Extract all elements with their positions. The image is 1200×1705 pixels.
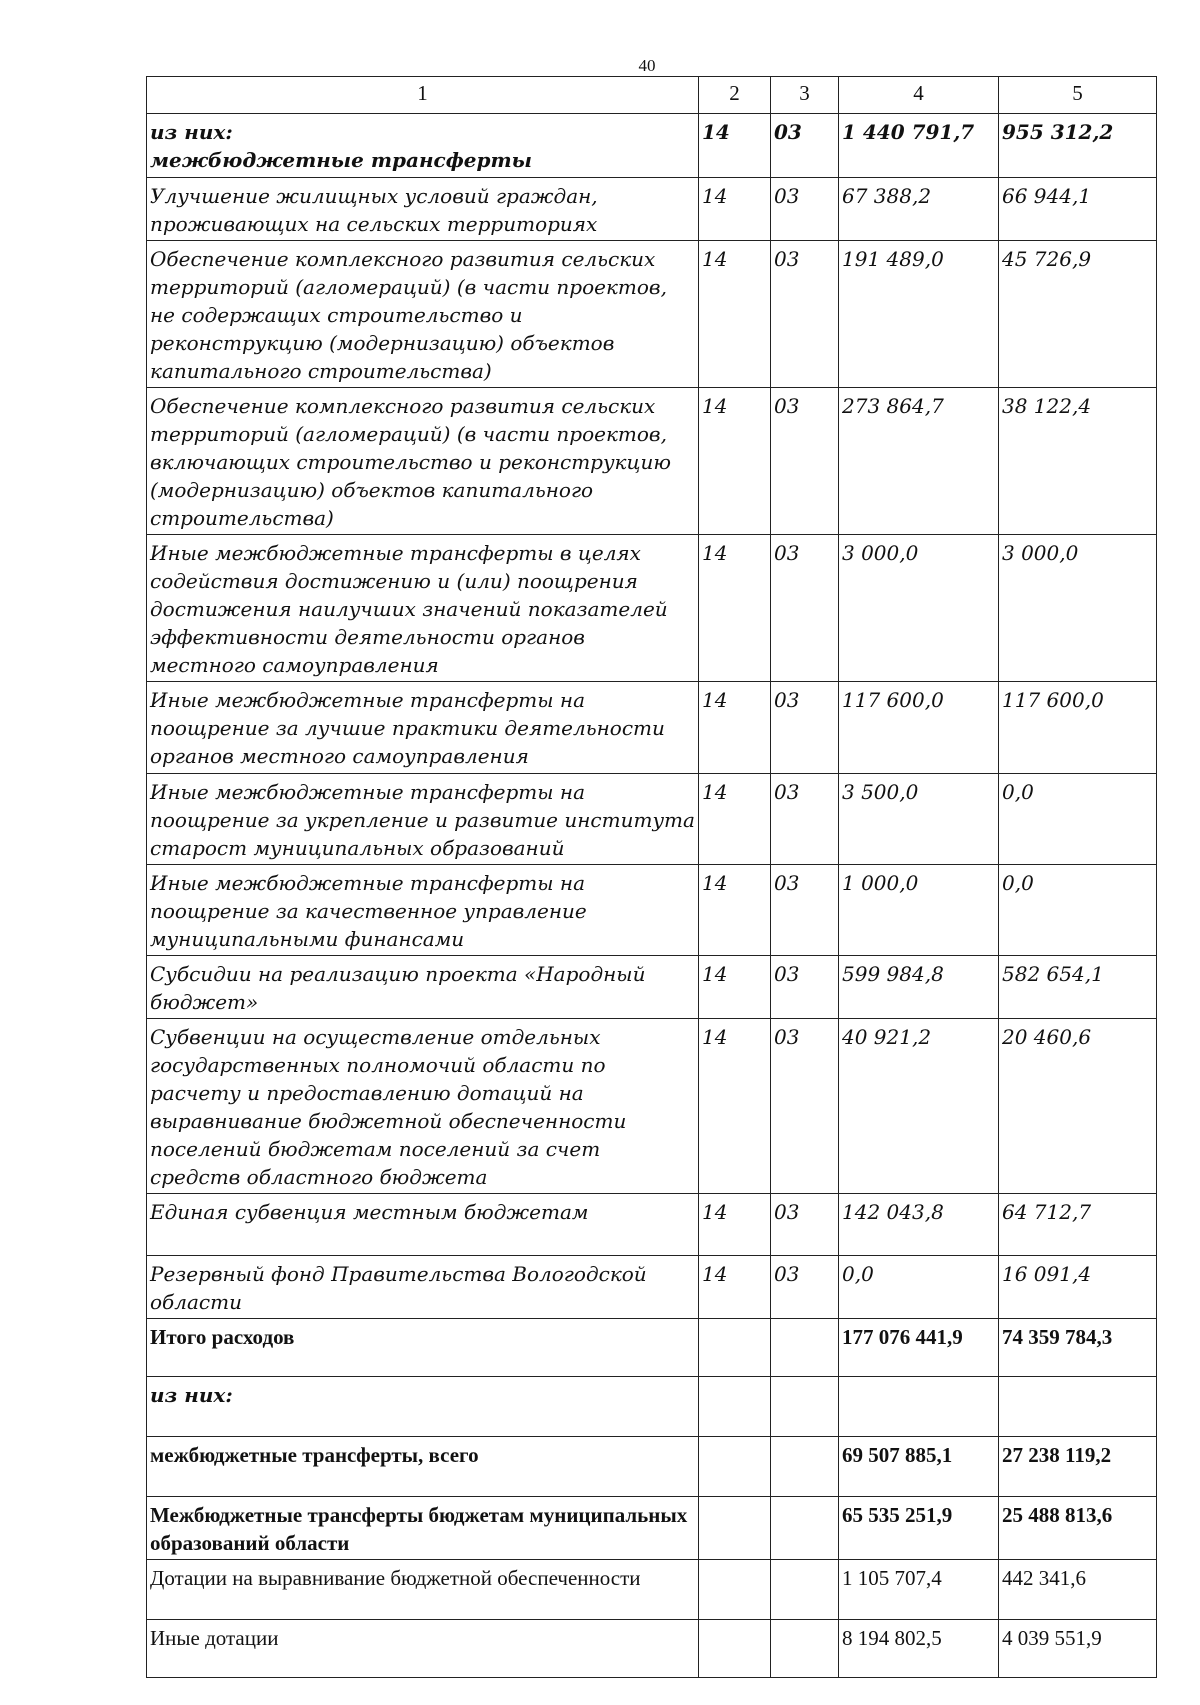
executed-amount-cell: 27 238 119,2 [999,1437,1157,1497]
executed-amount-cell: 16 091,4 [999,1256,1157,1319]
row-name-cell: Обеспечение комплексного развития сельских территорий (агломераций) (в части проектов, включающих строительство и реконструкцию (модернизацию) объектов капитального строительства) [147,388,699,535]
executed-amount-cell: 442 341,6 [999,1560,1157,1620]
subsection-code-cell [771,1319,839,1377]
executed-amount-cell: 955 312,2 [999,114,1157,178]
subsection-code-cell: 03 [771,682,839,774]
subsection-code-cell: 03 [771,241,839,388]
row-name-cell: Обеспечение комплексного развития сельских территорий (агломераций) (в части проектов, не содержащих строительство и реконструкцию (модернизацию) объектов капитального строительства) [147,241,699,388]
amount-cell: 8 194 802,5 [839,1620,999,1678]
executed-amount-cell [999,1377,1157,1437]
amount-cell: 67 388,2 [839,178,999,241]
page-number: 40 [638,56,656,75]
subsection-code-cell: 03 [771,956,839,1019]
section-code-cell: 14 [699,388,771,535]
amount-cell: 142 043,8 [839,1194,999,1256]
section-code-cell [699,1497,771,1560]
executed-amount-cell: 64 712,7 [999,1194,1157,1256]
amount-cell: 191 489,0 [839,241,999,388]
subsection-code-cell: 03 [771,774,839,865]
budget-table [146,76,1157,1678]
amount-cell: 273 864,7 [839,388,999,535]
row-name-cell: Резервный фонд Правительства Вологодской области [147,1256,699,1319]
amount-cell: 117 600,0 [839,682,999,774]
executed-amount-cell: 582 654,1 [999,956,1157,1019]
subsection-code-cell: 03 [771,1194,839,1256]
subsection-code-cell: 03 [771,178,839,241]
amount-cell: 177 076 441,9 [839,1319,999,1377]
subsection-code-cell [771,1377,839,1437]
amount-cell: 3 500,0 [839,774,999,865]
section-code-cell: 14 [699,774,771,865]
table-row [147,241,1157,388]
section-code-cell: 14 [699,241,771,388]
subsection-code-cell [771,1560,839,1620]
total-row [147,1497,1157,1560]
table-row [147,178,1157,241]
table-row [147,535,1157,682]
total-row [147,1437,1157,1497]
amount-cell: 0,0 [839,1256,999,1319]
column-number: 3 [771,77,839,114]
section-code-cell [699,1319,771,1377]
subsection-code-cell: 03 [771,1256,839,1319]
total-name-cell: межбюджетные трансферты, всего [147,1437,699,1497]
row-name-cell: Иные межбюджетные трансферты на поощрение за лучшие практики деятельности органов местного самоуправления [147,682,699,774]
section-code-cell: 14 [699,682,771,774]
subsection-code-cell: 03 [771,865,839,956]
total-name-cell: Итого расходов [147,1319,699,1377]
section-code-cell [699,1377,771,1437]
row-name-cell: Иные межбюджетные трансферты на поощрение за качественное управление муниципальными финансами [147,865,699,956]
table-row [147,774,1157,865]
row-name-line: межбюджетные трансферты [150,148,532,172]
amount-cell: 40 921,2 [839,1019,999,1194]
executed-amount-cell: 66 944,1 [999,178,1157,241]
executed-amount-cell: 3 000,0 [999,535,1157,682]
amount-cell: 1 000,0 [839,865,999,956]
table-row [147,1256,1157,1319]
executed-amount-cell: 38 122,4 [999,388,1157,535]
table-row [147,682,1157,774]
total-name-cell: Межбюджетные трансферты бюджетам муниципальных образований области [147,1497,699,1560]
row-name-line: из них: [150,120,233,144]
subsection-code-cell [771,1437,839,1497]
row-name-cell: Единая субвенция местным бюджетам [147,1194,699,1256]
table-row [147,1019,1157,1194]
section-code-cell: 14 [699,956,771,1019]
executed-amount-cell: 0,0 [999,774,1157,865]
section-code-cell [699,1620,771,1678]
table-row [147,956,1157,1019]
table-row [147,1194,1157,1256]
amount-cell [839,1377,999,1437]
amount-cell: 65 535 251,9 [839,1497,999,1560]
amount-cell: 599 984,8 [839,956,999,1019]
column-number-row [147,77,1157,114]
section-code-cell: 14 [699,178,771,241]
total-name-cell: Иные дотации [147,1620,699,1678]
section-code-cell: 14 [699,1019,771,1194]
subsection-code-cell: 03 [771,1019,839,1194]
executed-amount-cell: 117 600,0 [999,682,1157,774]
amount-cell: 3 000,0 [839,535,999,682]
row-name-cell [147,114,699,178]
amount-cell: 69 507 885,1 [839,1437,999,1497]
section-code-cell: 14 [699,1256,771,1319]
row-name-cell: Улучшение жилищных условий граждан, проживающих на сельских территориях [147,178,699,241]
table-row [147,388,1157,535]
subsection-code-cell: 03 [771,114,839,178]
row-name-cell: Субвенции на осуществление отдельных государственных полномочий области по расчету и предоставлению дотаций на выравнивание бюджетной обеспеченности поселений бюджетам поселений за счет средств областного бюджета [147,1019,699,1194]
total-row [147,1377,1157,1437]
subsection-code-cell [771,1497,839,1560]
column-number: 2 [699,77,771,114]
executed-amount-cell: 45 726,9 [999,241,1157,388]
executed-amount-cell: 25 488 813,6 [999,1497,1157,1560]
subsection-code-cell: 03 [771,535,839,682]
subsection-code-cell: 03 [771,388,839,535]
total-row [147,1620,1157,1678]
executed-amount-cell: 74 359 784,3 [999,1319,1157,1377]
section-code-cell: 14 [699,535,771,682]
total-name-cell: Дотации на выравнивание бюджетной обеспеченности [147,1560,699,1620]
row-name-cell: Иные межбюджетные трансферты на поощрение за укрепление и развитие института старост муниципальных образований [147,774,699,865]
section-code-cell: 14 [699,114,771,178]
column-number: 5 [999,77,1157,114]
section-code-cell: 14 [699,865,771,956]
total-name-cell: из них: [147,1377,699,1437]
total-row [147,1319,1157,1377]
executed-amount-cell: 20 460,6 [999,1019,1157,1194]
row-name-cell: Иные межбюджетные трансферты в целях содействия достижению и (или) поощрения достижения наилучших значений показателей эффективности деятельности органов местного самоуправления [147,535,699,682]
executed-amount-cell: 0,0 [999,865,1157,956]
amount-cell: 1 440 791,7 [839,114,999,178]
row-name-cell: Субсидии на реализацию проекта «Народный бюджет» [147,956,699,1019]
executed-amount-cell: 4 039 551,9 [999,1620,1157,1678]
column-number: 1 [147,77,699,114]
amount-cell: 1 105 707,4 [839,1560,999,1620]
total-row [147,1560,1157,1620]
table-row [147,865,1157,956]
section-code-cell [699,1437,771,1497]
section-code-cell: 14 [699,1194,771,1256]
table-row [147,114,1157,178]
section-code-cell [699,1560,771,1620]
column-number: 4 [839,77,999,114]
subsection-code-cell [771,1620,839,1678]
